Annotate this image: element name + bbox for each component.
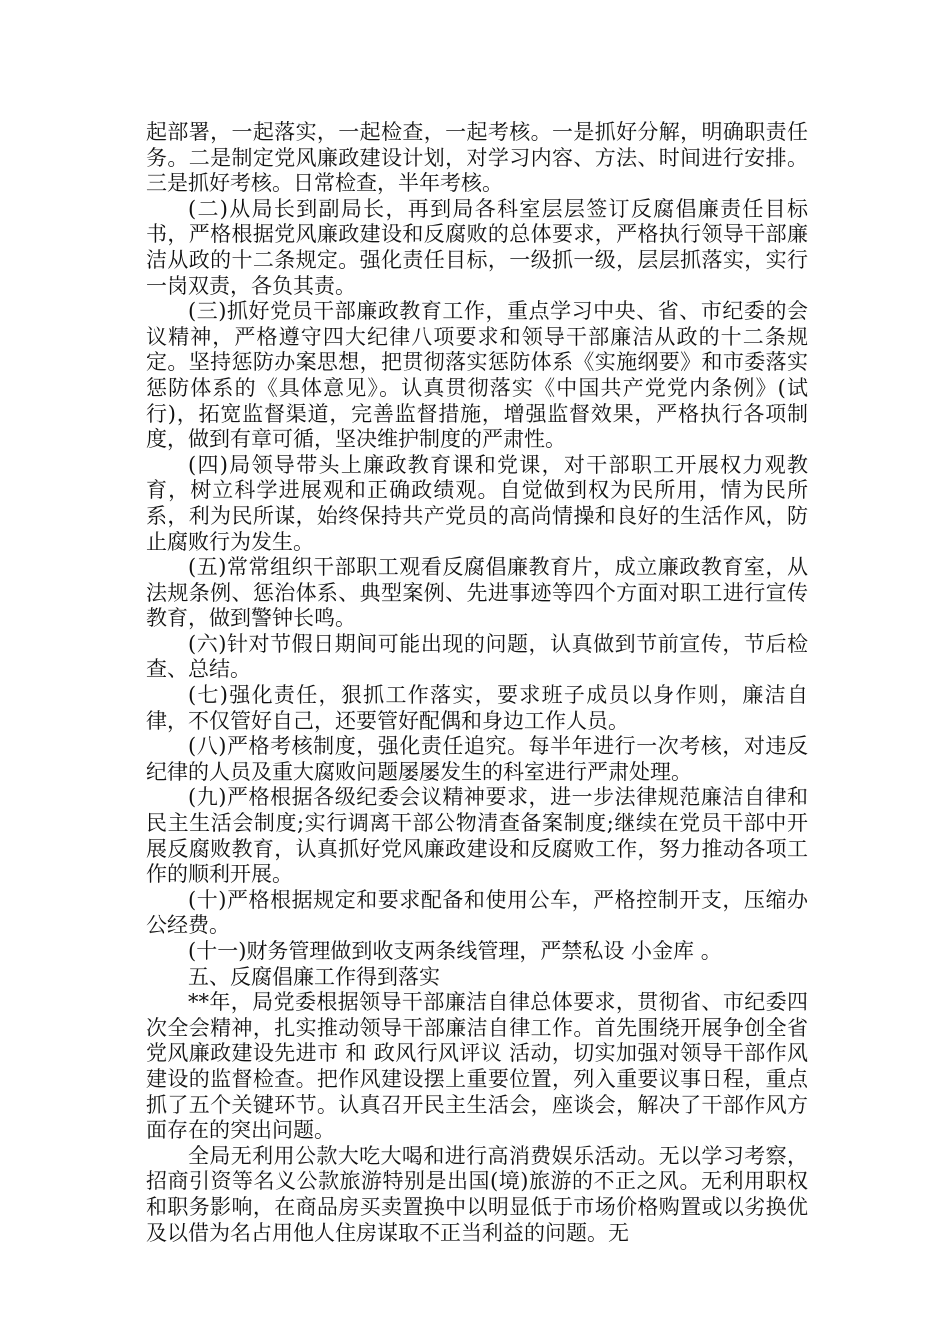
- paragraph-item-6: (六)针对节假日期间可能出现的问题，认真做到节前宣传，节后检查、总结。: [146, 631, 808, 682]
- section-heading: 五、反腐倡廉工作得到落实: [188, 964, 440, 989]
- paragraph-item-10: (十)严格根据规定和要求配备和使用公车，严格控制开支，压缩办公经费。: [146, 887, 808, 938]
- paragraph-item-5: (五)常常组织干部职工观看反腐倡廉教育片，成立廉政教育室，从法规条例、惩治体系、典型案例、先进事迹等四个方面对职工进行宣传教育，做到警钟长鸣。: [146, 555, 808, 631]
- paragraph-item-3: (三)抓好党员干部廉政教育工作，重点学习中央、省、市纪委的会议精神，严格遵守四大纪律八项要求和领导干部廉洁从政的十二条规定。坚持惩防办案思想，把贯彻落实惩防体系《实施纲要》和市委落实惩防体系的《具体意见》。认真贯彻落实《中国共产党党内条例》(试行)，拓宽监督渠道，完善监督措施，增强监督效果，严格执行各项制度，做到有章可循，坚决维护制度的严肃性。: [146, 299, 808, 452]
- paragraph-continued: 起部署，一起落实，一起检查，一起考核。一是抓好分解，明确职责任务。二是制定党风廉政建设计划，对学习内容、方法、时间进行安排。三是抓好考核。日常检查，半年考核。: [146, 120, 808, 196]
- document-page: [146, 120, 808, 1246]
- paragraph-body-2: 全局无利用公款大吃大喝和进行高消费娱乐活动。无以学习考察，招商引资等名义公款旅游特别是出国(境)旅游的不正之风。无利用职权和职务影响，在商品房买卖置换中以明显低于市场价格购置或以劣换优及以借为名占用他人住房谋取不正当利益的问题。无: [146, 1143, 808, 1245]
- paragraph-item-4: (四)局领导带头上廉政教育课和党课，对干部职工开展权力观教育，树立科学进展观和正确政绩观。自觉做到权为民所用，情为民所系，利为民所谋，始终保持共产党员的高尚情操和良好的生活作风，防止腐败行为发生。: [146, 452, 808, 554]
- paragraph-item-7: (七)强化责任，狠抓工作落实，要求班子成员以身作则，廉洁自律，不仅管好自己，还要管好配偶和身边工作人员。: [146, 683, 808, 733]
- paragraph-item-8: (八)严格考核制度，强化责任追究。每半年进行一次考核，对违反纪律的人员及重大腐败问题屡屡发生的科室进行严肃处理。: [146, 734, 808, 784]
- paragraph-item-11: (十一)财务管理做到收支两条线管理，严禁私设 小金库 。: [188, 939, 722, 963]
- paragraph-item-9: (九)严格根据各级纪委会议精神要求，进一步法律规范廉洁自律和民主生活会制度;实行调离干部公物清查备案制度;继续在党员干部中开展反腐败教育，认真抓好党风廉政建设和反腐败工作，努力推动各项工作的顺利开展。: [146, 785, 808, 887]
- paragraph-item-2: (二)从局长到副局长，再到局各科室层层签订反腐倡廉责任目标书，严格根据党风廉政建设和反腐败的总体要求，严格执行领导干部廉洁从政的十二条规定。强化责任目标，一级抓一级，层层抓落实，实行一岗双责，各负其责。: [146, 196, 808, 298]
- paragraph-body-1: **年，局党委根据领导干部廉洁自律总体要求，贯彻省、市纪委四次全会精神，扎实推动领导干部廉洁自律工作。首先围绕开展争创全省党风廉政建设先进市 和 政风行风评议 活动，切实加强对领导干部作风建设的监督检查。把作风建设摆上重要位置，列入重要议事日程，重点抓了五个关键环节。认真召开民主生活会，座谈会，解决了干部作风方面存在的突出问题。: [146, 990, 808, 1143]
